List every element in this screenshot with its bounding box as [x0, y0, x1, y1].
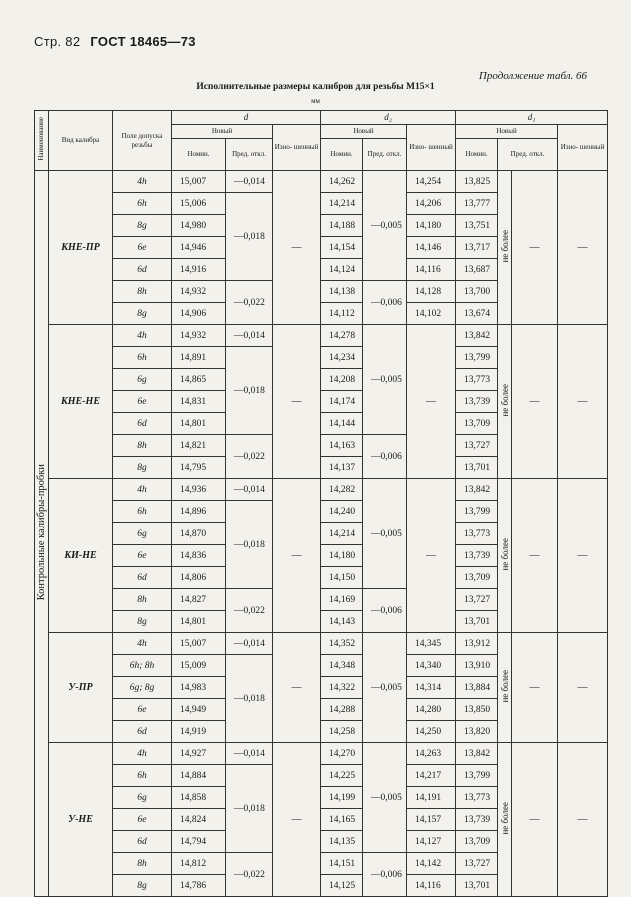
- d-deviation-cell: —0,022: [226, 589, 273, 633]
- d-worn-cell: —: [273, 633, 321, 743]
- d1-nominal-cell: 13,700: [456, 281, 498, 303]
- d2-nominal-cell: 14,154: [321, 237, 363, 259]
- d-worn-cell: —: [273, 479, 321, 633]
- tolerance-cell: 8g: [113, 875, 172, 897]
- d1-nominal-cell: 13,739: [456, 391, 498, 413]
- d2-nominal-cell: 14,270: [321, 743, 363, 765]
- not-more-text: не более: [499, 670, 510, 703]
- d2-worn-cell: 14,250: [407, 721, 456, 743]
- d2-worn-cell: 14,157: [407, 809, 456, 831]
- d2-nominal-cell: 14,180: [321, 545, 363, 567]
- d2-nominal-cell: 14,282: [321, 479, 363, 501]
- d1-header: d₁: [456, 111, 608, 125]
- d-nominal-cell: 14,801: [172, 611, 226, 633]
- not-more-text: не более: [499, 384, 510, 417]
- tolerance-field-header: Поле допуска резьбы: [113, 111, 172, 171]
- d1-nominal-cell: 13,799: [456, 501, 498, 523]
- table-caption: Исполнительные размеры калибров для резьбы М15×1: [196, 82, 435, 92]
- tolerance-cell: 6e: [113, 237, 172, 259]
- group-label-text: Контрольные калибры-пробки: [36, 464, 47, 601]
- page-header: [34, 34, 196, 49]
- d2-worn-cell: 14,340: [407, 655, 456, 677]
- d2-worn-cell: 14,180: [407, 215, 456, 237]
- tolerance-cell: 6d: [113, 567, 172, 589]
- tolerance-cell: 6d: [113, 831, 172, 853]
- d-nominal-cell: 14,870: [172, 523, 226, 545]
- d2-nominal-cell: 14,258: [321, 721, 363, 743]
- tolerance-cell: 6e: [113, 809, 172, 831]
- d-limit-header: Пред. откл.: [226, 139, 273, 171]
- d-nominal-cell: 14,906: [172, 303, 226, 325]
- d-nominal-cell: 15,009: [172, 655, 226, 677]
- d-nominal-cell: 14,980: [172, 215, 226, 237]
- d1-nominal-cell: 13,739: [456, 545, 498, 567]
- d2-nominal-cell: 14,199: [321, 787, 363, 809]
- d1-nominal-cell: 13,777: [456, 193, 498, 215]
- d2-deviation-cell: —0,006: [363, 435, 407, 479]
- gauge-type-cell: КИ-НЕ: [49, 479, 113, 633]
- d-nominal-cell: 14,824: [172, 809, 226, 831]
- d-deviation-cell: —0,014: [226, 633, 273, 655]
- d2-nominal-cell: 14,163: [321, 435, 363, 457]
- gauge-type-cell: У-ПР: [49, 633, 113, 743]
- d2-nominal-cell: 14,278: [321, 325, 363, 347]
- d2-nominal-cell: 14,174: [321, 391, 363, 413]
- d1-limit-cell: —: [512, 633, 558, 743]
- d-nominal-cell: 14,884: [172, 765, 226, 787]
- d-nominal-cell: 15,007: [172, 633, 226, 655]
- gauge-type-cell: У-НЕ: [49, 743, 113, 897]
- d1-nominal-cell: 13,825: [456, 171, 498, 193]
- d-nominal-cell: 14,801: [172, 413, 226, 435]
- d1-nominal-cell: 13,912: [456, 633, 498, 655]
- d2-worn-cell: 14,206: [407, 193, 456, 215]
- table-unit: мм: [311, 97, 320, 105]
- d-nominal-cell: 14,936: [172, 479, 226, 501]
- not-more-text: не более: [499, 230, 510, 263]
- d2-nominal-cell: 14,143: [321, 611, 363, 633]
- d-nominal-cell: 14,806: [172, 567, 226, 589]
- tolerance-cell: 8g: [113, 611, 172, 633]
- d2-worn-cell: 14,314: [407, 677, 456, 699]
- tolerance-cell: 6h: [113, 193, 172, 215]
- d1-limit-header: Пред. откл.: [498, 139, 558, 171]
- table-row: [35, 171, 608, 193]
- d1-deviation-cell: [498, 479, 512, 633]
- d2-nominal-cell: 14,188: [321, 215, 363, 237]
- d2-deviation-cell: —0,005: [363, 633, 407, 743]
- d-nominal-header: Номин.: [172, 139, 226, 171]
- d-deviation-cell: —0,018: [226, 193, 273, 281]
- d2-nominal-cell: 14,137: [321, 457, 363, 479]
- d2-new-header: Новый: [321, 125, 407, 139]
- d-nominal-cell: 15,006: [172, 193, 226, 215]
- d-nominal-cell: 15,007: [172, 171, 226, 193]
- d1-limit-cell: —: [512, 479, 558, 633]
- d1-nominal-cell: 13,739: [456, 809, 498, 831]
- d1-nominal-cell: 13,751: [456, 215, 498, 237]
- d-header: d: [172, 111, 321, 125]
- d2-nominal-cell: 14,288: [321, 699, 363, 721]
- d2-deviation-cell: —0,005: [363, 325, 407, 435]
- d1-worn-header: Изно- шенный: [558, 125, 608, 171]
- d-worn-header: Изно- шенный: [273, 125, 321, 171]
- d-nominal-cell: 14,795: [172, 457, 226, 479]
- d2-nominal-cell: 14,322: [321, 677, 363, 699]
- tolerance-cell: 4h: [113, 743, 172, 765]
- d2-nominal-cell: 14,234: [321, 347, 363, 369]
- d-new-header: Новый: [172, 125, 273, 139]
- d2-deviation-cell: —0,006: [363, 281, 407, 325]
- d-nominal-cell: 14,932: [172, 281, 226, 303]
- d2-worn-cell: 14,263: [407, 743, 456, 765]
- d2-worn-cell: 14,191: [407, 787, 456, 809]
- d1-nominal-cell: 13,884: [456, 677, 498, 699]
- d-nominal-cell: 14,896: [172, 501, 226, 523]
- standard-number: ГОСТ 18465—73: [90, 34, 196, 49]
- d1-nominal-cell: 13,727: [456, 589, 498, 611]
- d1-nominal-cell: 13,799: [456, 347, 498, 369]
- d-nominal-cell: 14,821: [172, 435, 226, 457]
- d-nominal-cell: 14,831: [172, 391, 226, 413]
- d2-worn-cell: 14,116: [407, 875, 456, 897]
- d1-worn-cell: —: [558, 325, 608, 479]
- d1-nominal-cell: 13,709: [456, 831, 498, 853]
- d-nominal-cell: 14,927: [172, 743, 226, 765]
- d2-nominal-cell: 14,165: [321, 809, 363, 831]
- d1-nominal-cell: 13,842: [456, 325, 498, 347]
- d2-nominal-cell: 14,225: [321, 765, 363, 787]
- tolerance-cell: 6e: [113, 545, 172, 567]
- tolerance-cell: 6d: [113, 413, 172, 435]
- tolerance-cell: 6h: [113, 765, 172, 787]
- d2-nominal-cell: 14,151: [321, 853, 363, 875]
- tolerance-cell: 6h; 8h: [113, 655, 172, 677]
- tolerance-cell: 8g: [113, 215, 172, 237]
- d-nominal-cell: 14,932: [172, 325, 226, 347]
- tolerance-cell: 4h: [113, 171, 172, 193]
- d-worn-cell: —: [273, 171, 321, 325]
- d1-deviation-cell: [498, 743, 512, 897]
- gauge-type-cell: КНЕ-НЕ: [49, 325, 113, 479]
- d2-worn-cell: 14,142: [407, 853, 456, 875]
- d1-nominal-cell: 13,820: [456, 721, 498, 743]
- tolerance-cell: 6e: [113, 699, 172, 721]
- d-nominal-cell: 14,786: [172, 875, 226, 897]
- d-nominal-cell: 14,858: [172, 787, 226, 809]
- d-deviation-cell: —0,018: [226, 501, 273, 589]
- d1-deviation-cell: [498, 633, 512, 743]
- d2-worn-cell: 14,146: [407, 237, 456, 259]
- d-nominal-cell: 14,794: [172, 831, 226, 853]
- d2-nominal-cell: 14,352: [321, 633, 363, 655]
- d2-worn-cell: —: [407, 479, 456, 633]
- d2-nominal-cell: 14,138: [321, 281, 363, 303]
- d1-new-header: Новый: [456, 125, 558, 139]
- d-nominal-cell: 14,891: [172, 347, 226, 369]
- d2-limit-header: Пред. откл.: [363, 139, 407, 171]
- d1-nominal-cell: 13,727: [456, 853, 498, 875]
- d2-nominal-cell: 14,112: [321, 303, 363, 325]
- table-row: [35, 479, 608, 501]
- d1-nominal-cell: 13,701: [456, 457, 498, 479]
- gauge-type-header: Вид калибра: [49, 111, 113, 171]
- d1-nominal-header: Номин.: [456, 139, 498, 171]
- d1-limit-cell: —: [512, 743, 558, 897]
- d-nominal-cell: 14,916: [172, 259, 226, 281]
- d1-worn-cell: —: [558, 479, 608, 633]
- d-nominal-cell: 14,865: [172, 369, 226, 391]
- tolerance-cell: 6g: [113, 369, 172, 391]
- d-deviation-cell: —0,014: [226, 171, 273, 193]
- table-row: [35, 633, 608, 655]
- d-nominal-cell: 14,983: [172, 677, 226, 699]
- d2-nominal-cell: 14,262: [321, 171, 363, 193]
- d-worn-cell: —: [273, 325, 321, 479]
- d1-nominal-cell: 13,701: [456, 875, 498, 897]
- d1-nominal-cell: 13,842: [456, 479, 498, 501]
- d2-worn-cell: 14,102: [407, 303, 456, 325]
- table-body: [35, 171, 608, 897]
- d1-nominal-cell: 13,709: [456, 567, 498, 589]
- d2-worn-cell: 14,280: [407, 699, 456, 721]
- d1-limit-cell: —: [512, 171, 558, 325]
- d-nominal-cell: 14,919: [172, 721, 226, 743]
- d-nominal-cell: 14,812: [172, 853, 226, 875]
- d2-nominal-cell: 14,214: [321, 193, 363, 215]
- tolerance-cell: 6h: [113, 501, 172, 523]
- tolerance-cell: 4h: [113, 325, 172, 347]
- tolerance-cell: 8h: [113, 281, 172, 303]
- d2-nominal-cell: 14,144: [321, 413, 363, 435]
- d1-nominal-cell: 13,709: [456, 413, 498, 435]
- tolerance-cell: 6g; 8g: [113, 677, 172, 699]
- d1-worn-cell: —: [558, 633, 608, 743]
- d2-worn-header: Изно- шенный: [407, 125, 456, 171]
- table-row: [35, 325, 608, 347]
- d-deviation-cell: —0,018: [226, 655, 273, 743]
- d1-deviation-cell: [498, 325, 512, 479]
- tolerance-cell: 8g: [113, 457, 172, 479]
- d-deviation-cell: —0,018: [226, 765, 273, 853]
- tolerance-cell: 6g: [113, 787, 172, 809]
- page-number: Стр. 82: [34, 34, 81, 49]
- table-continuation-note: Продолжение табл. 66: [478, 70, 587, 82]
- tolerance-cell: 6d: [113, 259, 172, 281]
- d2-worn-cell: 14,116: [407, 259, 456, 281]
- d2-nominal-header: Номин.: [321, 139, 363, 171]
- d1-limit-cell: —: [512, 325, 558, 479]
- d2-deviation-cell: —0,006: [363, 589, 407, 633]
- d2-nominal-cell: 14,348: [321, 655, 363, 677]
- d2-worn-cell: 14,217: [407, 765, 456, 787]
- not-more-text: не более: [499, 538, 510, 571]
- d-deviation-cell: —0,022: [226, 281, 273, 325]
- d1-worn-cell: —: [558, 743, 608, 897]
- d1-nominal-cell: 13,910: [456, 655, 498, 677]
- d-nominal-cell: 14,827: [172, 589, 226, 611]
- d2-header: d₂: [321, 111, 456, 125]
- tolerance-cell: 4h: [113, 633, 172, 655]
- d2-nominal-cell: 14,214: [321, 523, 363, 545]
- d-deviation-cell: —0,014: [226, 325, 273, 347]
- d-deviation-cell: —0,022: [226, 435, 273, 479]
- d-deviation-cell: —0,018: [226, 347, 273, 435]
- tolerance-cell: 8h: [113, 589, 172, 611]
- gauge-dimensions-table: [34, 110, 608, 897]
- gauge-type-cell: КНЕ-ПР: [49, 171, 113, 325]
- d1-worn-cell: —: [558, 171, 608, 325]
- d2-worn-cell: 14,127: [407, 831, 456, 853]
- d2-deviation-cell: —0,005: [363, 479, 407, 589]
- name-header: Наименование: [35, 111, 49, 171]
- table-row: [35, 743, 608, 765]
- d-worn-cell: —: [273, 743, 321, 897]
- d1-nominal-cell: 13,687: [456, 259, 498, 281]
- d-nominal-cell: 14,949: [172, 699, 226, 721]
- d2-nominal-cell: 14,208: [321, 369, 363, 391]
- d2-nominal-cell: 14,169: [321, 589, 363, 611]
- not-more-text: не более: [499, 802, 510, 835]
- d1-deviation-cell: [498, 171, 512, 325]
- d2-deviation-cell: —0,005: [363, 171, 407, 281]
- group-label: [35, 171, 49, 897]
- d2-worn-cell: 14,345: [407, 633, 456, 655]
- d2-deviation-cell: —0,005: [363, 743, 407, 853]
- d2-nominal-cell: 14,125: [321, 875, 363, 897]
- d2-nominal-cell: 14,124: [321, 259, 363, 281]
- tolerance-cell: 6h: [113, 347, 172, 369]
- tolerance-cell: 8h: [113, 435, 172, 457]
- tolerance-cell: 4h: [113, 479, 172, 501]
- d1-nominal-cell: 13,842: [456, 743, 498, 765]
- d2-worn-cell: 14,254: [407, 171, 456, 193]
- tolerance-cell: 8h: [113, 853, 172, 875]
- d-deviation-cell: —0,022: [226, 853, 273, 897]
- d2-nominal-cell: 14,240: [321, 501, 363, 523]
- d1-nominal-cell: 13,717: [456, 237, 498, 259]
- d2-nominal-cell: 14,150: [321, 567, 363, 589]
- d1-nominal-cell: 13,850: [456, 699, 498, 721]
- d2-nominal-cell: 14,135: [321, 831, 363, 853]
- d1-nominal-cell: 13,701: [456, 611, 498, 633]
- d2-deviation-cell: —0,006: [363, 853, 407, 897]
- d1-nominal-cell: 13,727: [456, 435, 498, 457]
- d1-nominal-cell: 13,773: [456, 523, 498, 545]
- d-nominal-cell: 14,836: [172, 545, 226, 567]
- d2-worn-cell: —: [407, 325, 456, 479]
- tolerance-cell: 8g: [113, 303, 172, 325]
- tolerance-cell: 6d: [113, 721, 172, 743]
- d-deviation-cell: —0,014: [226, 743, 273, 765]
- d1-nominal-cell: 13,674: [456, 303, 498, 325]
- d-nominal-cell: 14,946: [172, 237, 226, 259]
- d1-nominal-cell: 13,773: [456, 369, 498, 391]
- d2-worn-cell: 14,128: [407, 281, 456, 303]
- d-deviation-cell: —0,014: [226, 479, 273, 501]
- tolerance-cell: 6g: [113, 523, 172, 545]
- tolerance-cell: 6e: [113, 391, 172, 413]
- d1-nominal-cell: 13,773: [456, 787, 498, 809]
- d1-nominal-cell: 13,799: [456, 765, 498, 787]
